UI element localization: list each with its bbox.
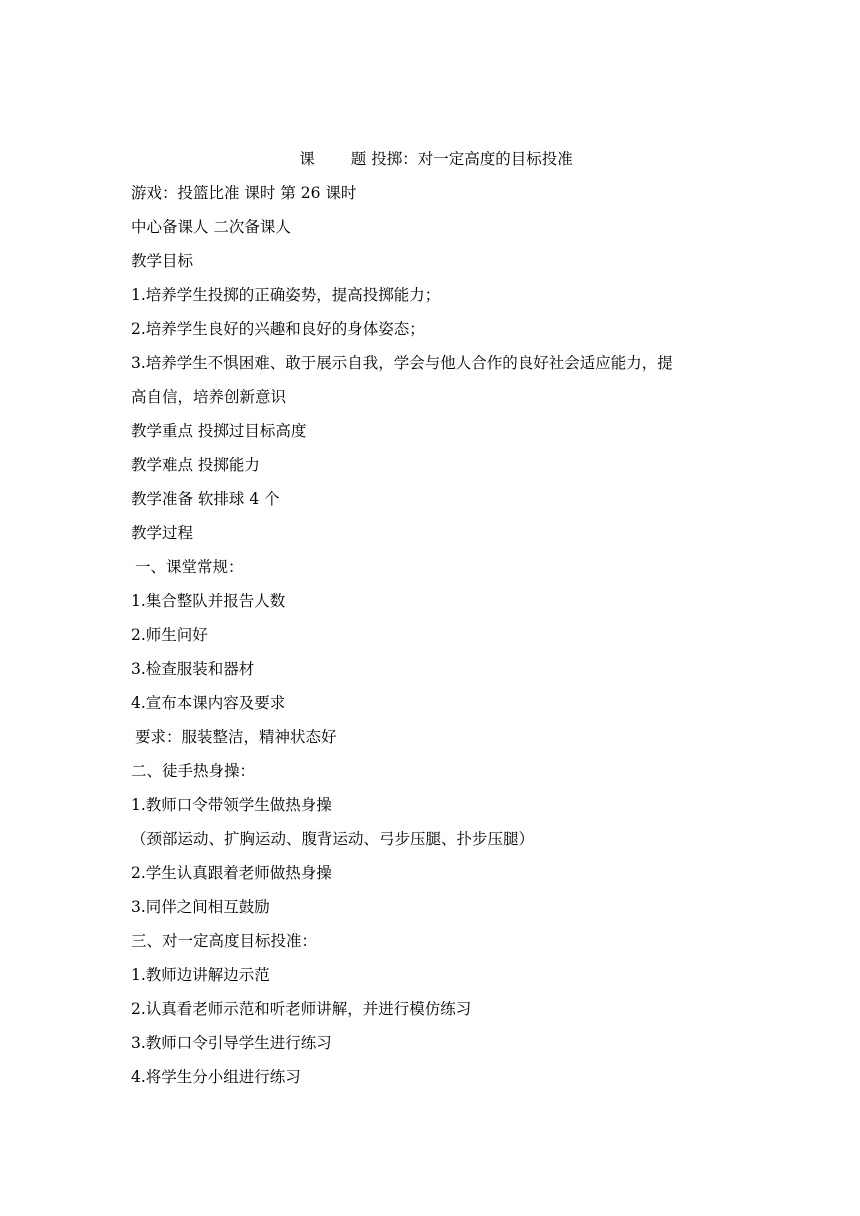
section-2-note: （颈部运动、扩胸运动、腹背运动、弓步压腿、扑步压腿） <box>131 830 535 848</box>
lesson-title <box>131 142 741 176</box>
section-1-heading: 一、课堂常规： <box>135 558 244 576</box>
key-point-line: 教学重点 投掷过目标高度 <box>131 422 307 440</box>
section-1-item-3: 3.检查服装和器材 <box>131 660 255 678</box>
section-3-item-2: 2.认真看老师示范和听老师讲解，并进行模仿练习 <box>131 1000 472 1018</box>
section-2-item-3: 3.同伴之间相互鼓励 <box>131 898 270 916</box>
section-2-item-2: 2.学生认真跟着老师做热身操 <box>131 864 332 882</box>
objective-3-continued: 高自信，培养创新意识 <box>131 388 287 406</box>
objective-1: 1.培养学生投掷的正确姿势，提高投掷能力； <box>131 286 441 304</box>
objectives-heading: 教学目标 <box>131 252 194 270</box>
difficulty-line: 教学难点 投掷能力 <box>131 456 260 474</box>
preparer-line: 中心备课人 二次备课人 <box>131 218 291 236</box>
title-text: 投掷：对一定高度的目标投准 <box>371 150 573 168</box>
title-label-part2: 题 <box>350 150 367 168</box>
section-2-heading: 二、徒手热身操： <box>131 762 256 780</box>
section-1-item-2: 2.师生问好 <box>131 626 208 644</box>
objective-3: 3.培养学生不惧困难、敢于展示自我，学会与他人合作的良好社会适应能力，提 <box>131 354 673 372</box>
section-2-item-1: 1.教师口令带领学生做热身操 <box>131 796 332 814</box>
section-3-heading: 三、对一定高度目标投准： <box>131 932 318 950</box>
document-body <box>131 142 741 1094</box>
section-1-item-1: 1.集合整队并报告人数 <box>131 592 286 610</box>
section-3-item-1: 1.教师边讲解边示范 <box>131 966 270 984</box>
section-3-item-3: 3.教师口令引导学生进行练习 <box>131 1034 332 1052</box>
objective-2: 2.培养学生良好的兴趣和良好的身体姿态； <box>131 320 425 338</box>
game-line: 游戏：投篮比准 课时 第 26 课时 <box>131 184 357 202</box>
process-heading: 教学过程 <box>131 524 194 542</box>
section-3-item-4: 4.将学生分小组进行练习 <box>131 1068 301 1086</box>
preparation-line: 教学准备 软排球 4 个 <box>131 490 280 508</box>
section-1-item-4: 4.宣布本课内容及要求 <box>131 694 286 712</box>
title-label-part1: 课 <box>299 150 315 168</box>
section-1-requirement: 要求：服装整洁，精神状态好 <box>135 728 337 746</box>
